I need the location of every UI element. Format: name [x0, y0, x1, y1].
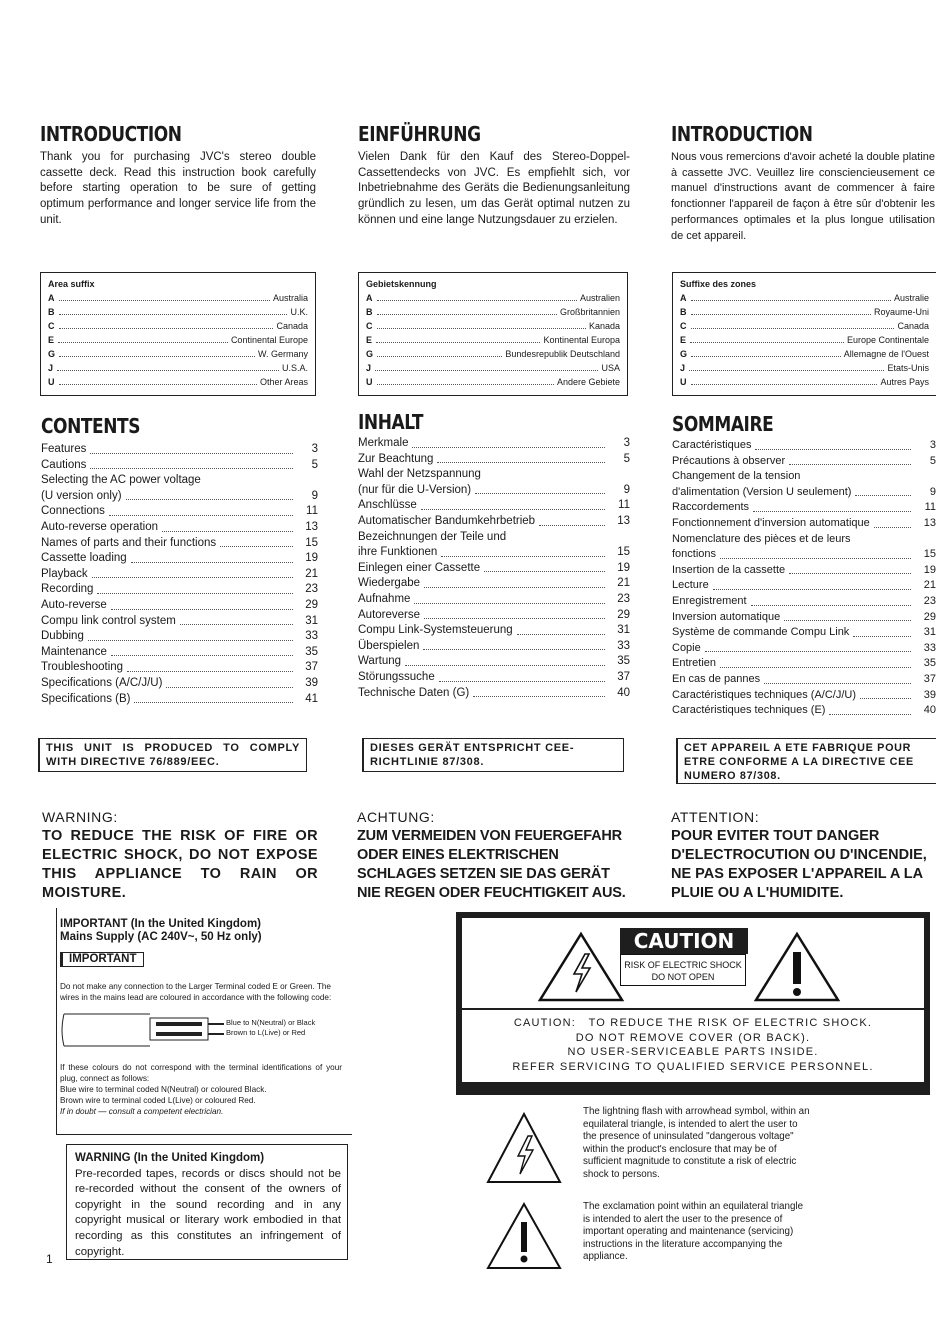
toc-entry: Copie 33: [672, 641, 936, 654]
uk-block-bottom-rule: [56, 1134, 352, 1135]
suffix-row: C Kanada: [366, 321, 620, 331]
toc-entry: Raccordements 11: [672, 501, 936, 514]
suffix-row: B U.K.: [48, 307, 308, 317]
uk-para-5: If in doubt — consult a competent electrician.: [60, 1107, 224, 1117]
contents-de: [358, 410, 630, 701]
toc-entry: Technische Daten (G) 40: [358, 686, 630, 699]
caution-sub-2: DO NOT OPEN: [651, 972, 715, 982]
toc-entry: Caractéristiques techniques (A/C/J/U) 39: [672, 688, 936, 701]
suffix-row: C Canada: [680, 321, 929, 331]
toc-entry: Précautions à observer 5: [672, 454, 936, 467]
directive-box-fr: CET APPAREIL A ETE FABRIQUE POUR ETRE CONFORME A LA DIRECTIVE CEE NUMERO 87/308.: [676, 738, 936, 784]
intro-text: Nous vous remercions d'avoir acheté la double platine à cassette JVC. Veuillez lire consciencieusement ce manuel d'instructions avant de commencer à faire fonctionner l'appareil de façon à être sûr d'obtenir les performances optimales et la plus longue utilisation de cet appareil.: [671, 151, 935, 242]
uk-para-2: If these colours do not correspond with the terminal identifications of your plug, connect as follows:: [60, 1062, 342, 1083]
caution-text-area: [462, 1010, 924, 1082]
important-tag: IMPORTANT: [60, 952, 144, 967]
toc-entry: Dubbing 33: [41, 630, 318, 643]
toc-entry: (nur für die U-Version) 9: [358, 483, 630, 496]
exclamation-triangle-icon: [752, 930, 842, 1004]
suffix-row: J U.S.A.: [48, 363, 308, 373]
suffix-row: G W. Germany: [48, 349, 308, 359]
suffix-row: G Bundesrepublik Deutschland: [366, 349, 620, 359]
toc-entry-line: Changement de la tension: [672, 470, 801, 483]
toc-entry: Fonctionnement d'inversion automatique 13: [672, 516, 936, 529]
caution-sub-1: RISK OF ELECTRIC SHOCK: [624, 960, 742, 970]
uk-mains-supply: Mains Supply (AC 240V~, 50 Hz only): [60, 931, 262, 943]
suffix-row: J USA: [366, 363, 620, 373]
column-english: [40, 122, 316, 229]
toc-entry-line: Wahl der Netzspannung: [358, 468, 481, 481]
uk-para-1: Do not make any connection to the Larger Terminal coded E or Green. The wires in the mains lead are coloured in accordance with the following code:: [60, 982, 332, 1003]
toc-entry: Entretien 35: [672, 657, 936, 670]
toc-entry: Connections 11: [41, 505, 318, 518]
uk-para-3: Blue wire to terminal coded N(Neutral) or coloured Black.: [60, 1085, 267, 1095]
toc-entry: Playback 21: [41, 567, 318, 580]
intro-text: Vielen Dank für den Kauf des Stereo-Doppel-Cassettendecks von JVC. Es empfiehlt sich, vor Inbetriebnahme des Geräts die Bedienungsanleitung gründlich zu lesen, um das Gerät optimal nutzen zu können und eine lange Nutzungsdauer zu erzielen.: [358, 151, 630, 226]
toc-entry: Störungssuche 37: [358, 670, 630, 683]
intro-heading: INTRODUCTION: [40, 122, 182, 146]
warning-text: ZUM VERMEIDEN VON FEUERGEFAHR ODER EINES ELEKTRISCHEN SCHLAGES SETZEN SIE DAS GERÄT NIE REGEN ODER FEUCHTIGKEIT AUS.: [357, 828, 626, 901]
contents-fr: [672, 412, 936, 719]
intro-heading: EINFÜHRUNG: [358, 122, 481, 146]
uk-important-title: IMPORTANT (In the United Kingdom): [60, 918, 262, 930]
directive-box-de: DIESES GERÄT ENTSPRICHT CEE-RICHTLINIE 87/308.: [362, 738, 624, 772]
warning-text: POUR EVITER TOUT DANGER D'ELECTROCUTION OU D'INCENDIE, NE PAS EXPOSER L'APPAREIL A LA PLUIE OU A L'HUMIDITE.: [671, 828, 927, 901]
lightning-triangle-icon: [536, 930, 626, 1004]
suffix-row: U Andere Gebiete: [366, 377, 620, 387]
suffix-row: U Other Areas: [48, 377, 308, 387]
toc-entry: Lecture 21: [672, 579, 936, 592]
area-suffix-box: [358, 272, 628, 396]
toc-entry: fonctions 15: [672, 548, 936, 561]
toc-entry-line: Selecting the AC power voltage: [41, 474, 201, 487]
mains-lead-diagram: [60, 1008, 342, 1056]
column-german: [358, 122, 630, 229]
lightning-symbol-text: The lightning flash with arrowhead symbol, within an equilateral triangle, is intended to alert the user to the presence of uninsulated "dangerous voltage" within the product's enclosure that may be of sufficient magnitude to constitute a risk of electric shock to persons.: [583, 1106, 810, 1180]
caution-line-4: REFER SERVICING TO QUALIFIED SERVICE PERSONNEL.: [512, 1060, 874, 1073]
caution-line-1: CAUTION: TO REDUCE THE RISK OF ELECTRIC SHOCK.: [513, 1017, 873, 1029]
toc-entry: d'alimentation (Version U seulement) 9: [672, 485, 936, 498]
toc-entry: Maintenance 35: [41, 645, 318, 658]
toc-entry: Insertion de la cassette 19: [672, 563, 936, 576]
warning-fr: [671, 808, 937, 903]
toc-entry: (U version only) 9: [41, 489, 318, 502]
toc-entry: Caractéristiques techniques (E) 40: [672, 704, 936, 717]
area-suffix-box: [40, 272, 316, 396]
toc-entry: Enregistrement 23: [672, 594, 936, 607]
toc-entry: Automatischer Bandumkehrbetrieb 13: [358, 514, 630, 527]
toc-entry: Auto-reverse operation 13: [41, 520, 318, 533]
uk-warning-title: WARNING (In the United Kingdom): [75, 1152, 265, 1164]
suffix-row: J Etats-Unis: [680, 363, 929, 373]
suffix-row: B Großbritannien: [366, 307, 620, 317]
toc-entry: Anschlüsse 11: [358, 499, 630, 512]
toc-entry: Compu link control system 31: [41, 614, 318, 627]
toc-entry: ihre Funktionen 15: [358, 546, 630, 559]
uk-important-block: [60, 918, 342, 1118]
contents-en: [41, 414, 318, 707]
intro-heading: INTRODUCTION: [671, 122, 813, 146]
suffix-row: U Autres Pays: [680, 377, 929, 387]
suffix-row: A Australie: [680, 293, 929, 303]
suffix-row: A Australia: [48, 293, 308, 303]
toc-entry: Inversion automatique 29: [672, 610, 936, 623]
toc-entry: Système de commande Compu Link 31: [672, 626, 936, 639]
warning-label: WARNING:: [42, 809, 118, 825]
toc-entry: Einlegen einer Cassette 19: [358, 561, 630, 574]
toc-entry: Autoreverse 29: [358, 608, 630, 621]
suffix-row: G Allemagne de l'Ouest: [680, 349, 929, 359]
toc-entry: Specifications (A/C/J/U) 39: [41, 676, 318, 689]
column-french: [671, 122, 935, 244]
toc-entry: Überspielen 33: [358, 639, 630, 652]
exclamation-symbol-icon: [484, 1200, 564, 1272]
page-number: 1: [46, 1252, 53, 1266]
toc-entry: Caractéristiques 3: [672, 439, 936, 451]
uk-warning-text: Pre-recorded tapes, records or discs should not be re-recorded without the consent of the owners of copyright in the sound recording and in any copyright musical or literary work embodied in that recording as this constitutes an infringement of copyright.: [75, 1167, 341, 1258]
exclamation-symbol-text: The exclamation point within an equilateral triangle is intended to alert the user to the presence of important operating and maintenance (servicing) instructions in the literature accompanying the appliance.: [583, 1201, 804, 1263]
suffix-row: B Royaume-Uni: [680, 307, 929, 317]
area-suffix-title: Suffixe des zones: [680, 279, 757, 289]
warning-en: [42, 808, 318, 903]
toc-entry: Specifications (B) 41: [41, 692, 318, 705]
area-suffix-title: Area suffix: [48, 279, 95, 289]
suffix-row: E Kontinental Europa: [366, 335, 620, 345]
toc-entry: Aufnahme 23: [358, 592, 630, 605]
toc-entry: Merkmale 3: [358, 437, 630, 449]
toc-entry: Wiedergabe 21: [358, 577, 630, 590]
toc-entry: Troubleshooting 37: [41, 661, 318, 674]
caution-line-3: NO USER-SERVICEABLE PARTS INSIDE.: [567, 1046, 819, 1059]
area-suffix-box: [672, 272, 936, 396]
wire-blue-label: Blue to N(Neutral) or Black: [226, 1017, 316, 1027]
toc-entry: Zur Beachtung 5: [358, 452, 630, 465]
directive-box-en: THIS UNIT IS PRODUCED TO COMPLY WITH DIRECTIVE 76/889/EEC.: [38, 738, 307, 772]
uk-para-4: Brown wire to terminal coded L(Live) or coloured Red.: [60, 1096, 256, 1106]
contents-heading: SOMMAIRE: [672, 412, 774, 436]
toc-entry: Wartung 35: [358, 655, 630, 668]
toc-entry: En cas de pannes 37: [672, 672, 936, 685]
toc-entry: Cassette loading 19: [41, 552, 318, 565]
area-suffix-title: Gebietskennung: [366, 279, 437, 289]
suffix-row: A Australien: [366, 293, 620, 303]
suffix-row: E Continental Europe: [48, 335, 308, 345]
warning-de: [357, 808, 631, 903]
warning-label: ATTENTION:: [671, 809, 760, 825]
contents-heading: CONTENTS: [41, 414, 141, 438]
caution-label-panel: [456, 912, 930, 1095]
contents-heading: INHALT: [358, 410, 424, 434]
toc-entry: Cautions 5: [41, 458, 318, 471]
uk-block-left-rule: [56, 908, 57, 1134]
toc-entry: Features 3: [41, 443, 318, 455]
intro-text: Thank you for purchasing JVC's stereo double cassette deck. Read this instruction book carefully before starting operation to be sure of getting optimum performance and longer service life from the unit.: [40, 151, 316, 226]
toc-entry-line: Nomenclature des pièces et de leurs: [672, 532, 851, 545]
caution-sub-box: [620, 954, 746, 986]
caution-title: CAUTION: [620, 928, 748, 954]
warning-text: TO REDUCE THE RISK OF FIRE OR ELECTRIC SHOCK, DO NOT EXPOSE THIS APPLIANCE TO RAIN OR MOISTURE.: [42, 828, 318, 901]
toc-entry: Compu Link-Systemsteuerung 31: [358, 624, 630, 637]
toc-entry-line: Bezeichnungen der Teile und: [358, 530, 507, 543]
warning-label: ACHTUNG:: [357, 809, 435, 825]
toc-entry: Auto-reverse 29: [41, 598, 318, 611]
caution-line-2: DO NOT REMOVE COVER (OR BACK).: [575, 1031, 811, 1044]
uk-warning-box: [66, 1144, 348, 1260]
suffix-row: C Canada: [48, 321, 308, 331]
suffix-row: E Europe Continentale: [680, 335, 929, 345]
lightning-symbol-icon: [484, 1110, 564, 1186]
wire-brown-label: Brown to L(Live) or Red: [226, 1028, 306, 1038]
toc-entry: Recording 23: [41, 583, 318, 596]
toc-entry: Names of parts and their functions 15: [41, 536, 318, 549]
